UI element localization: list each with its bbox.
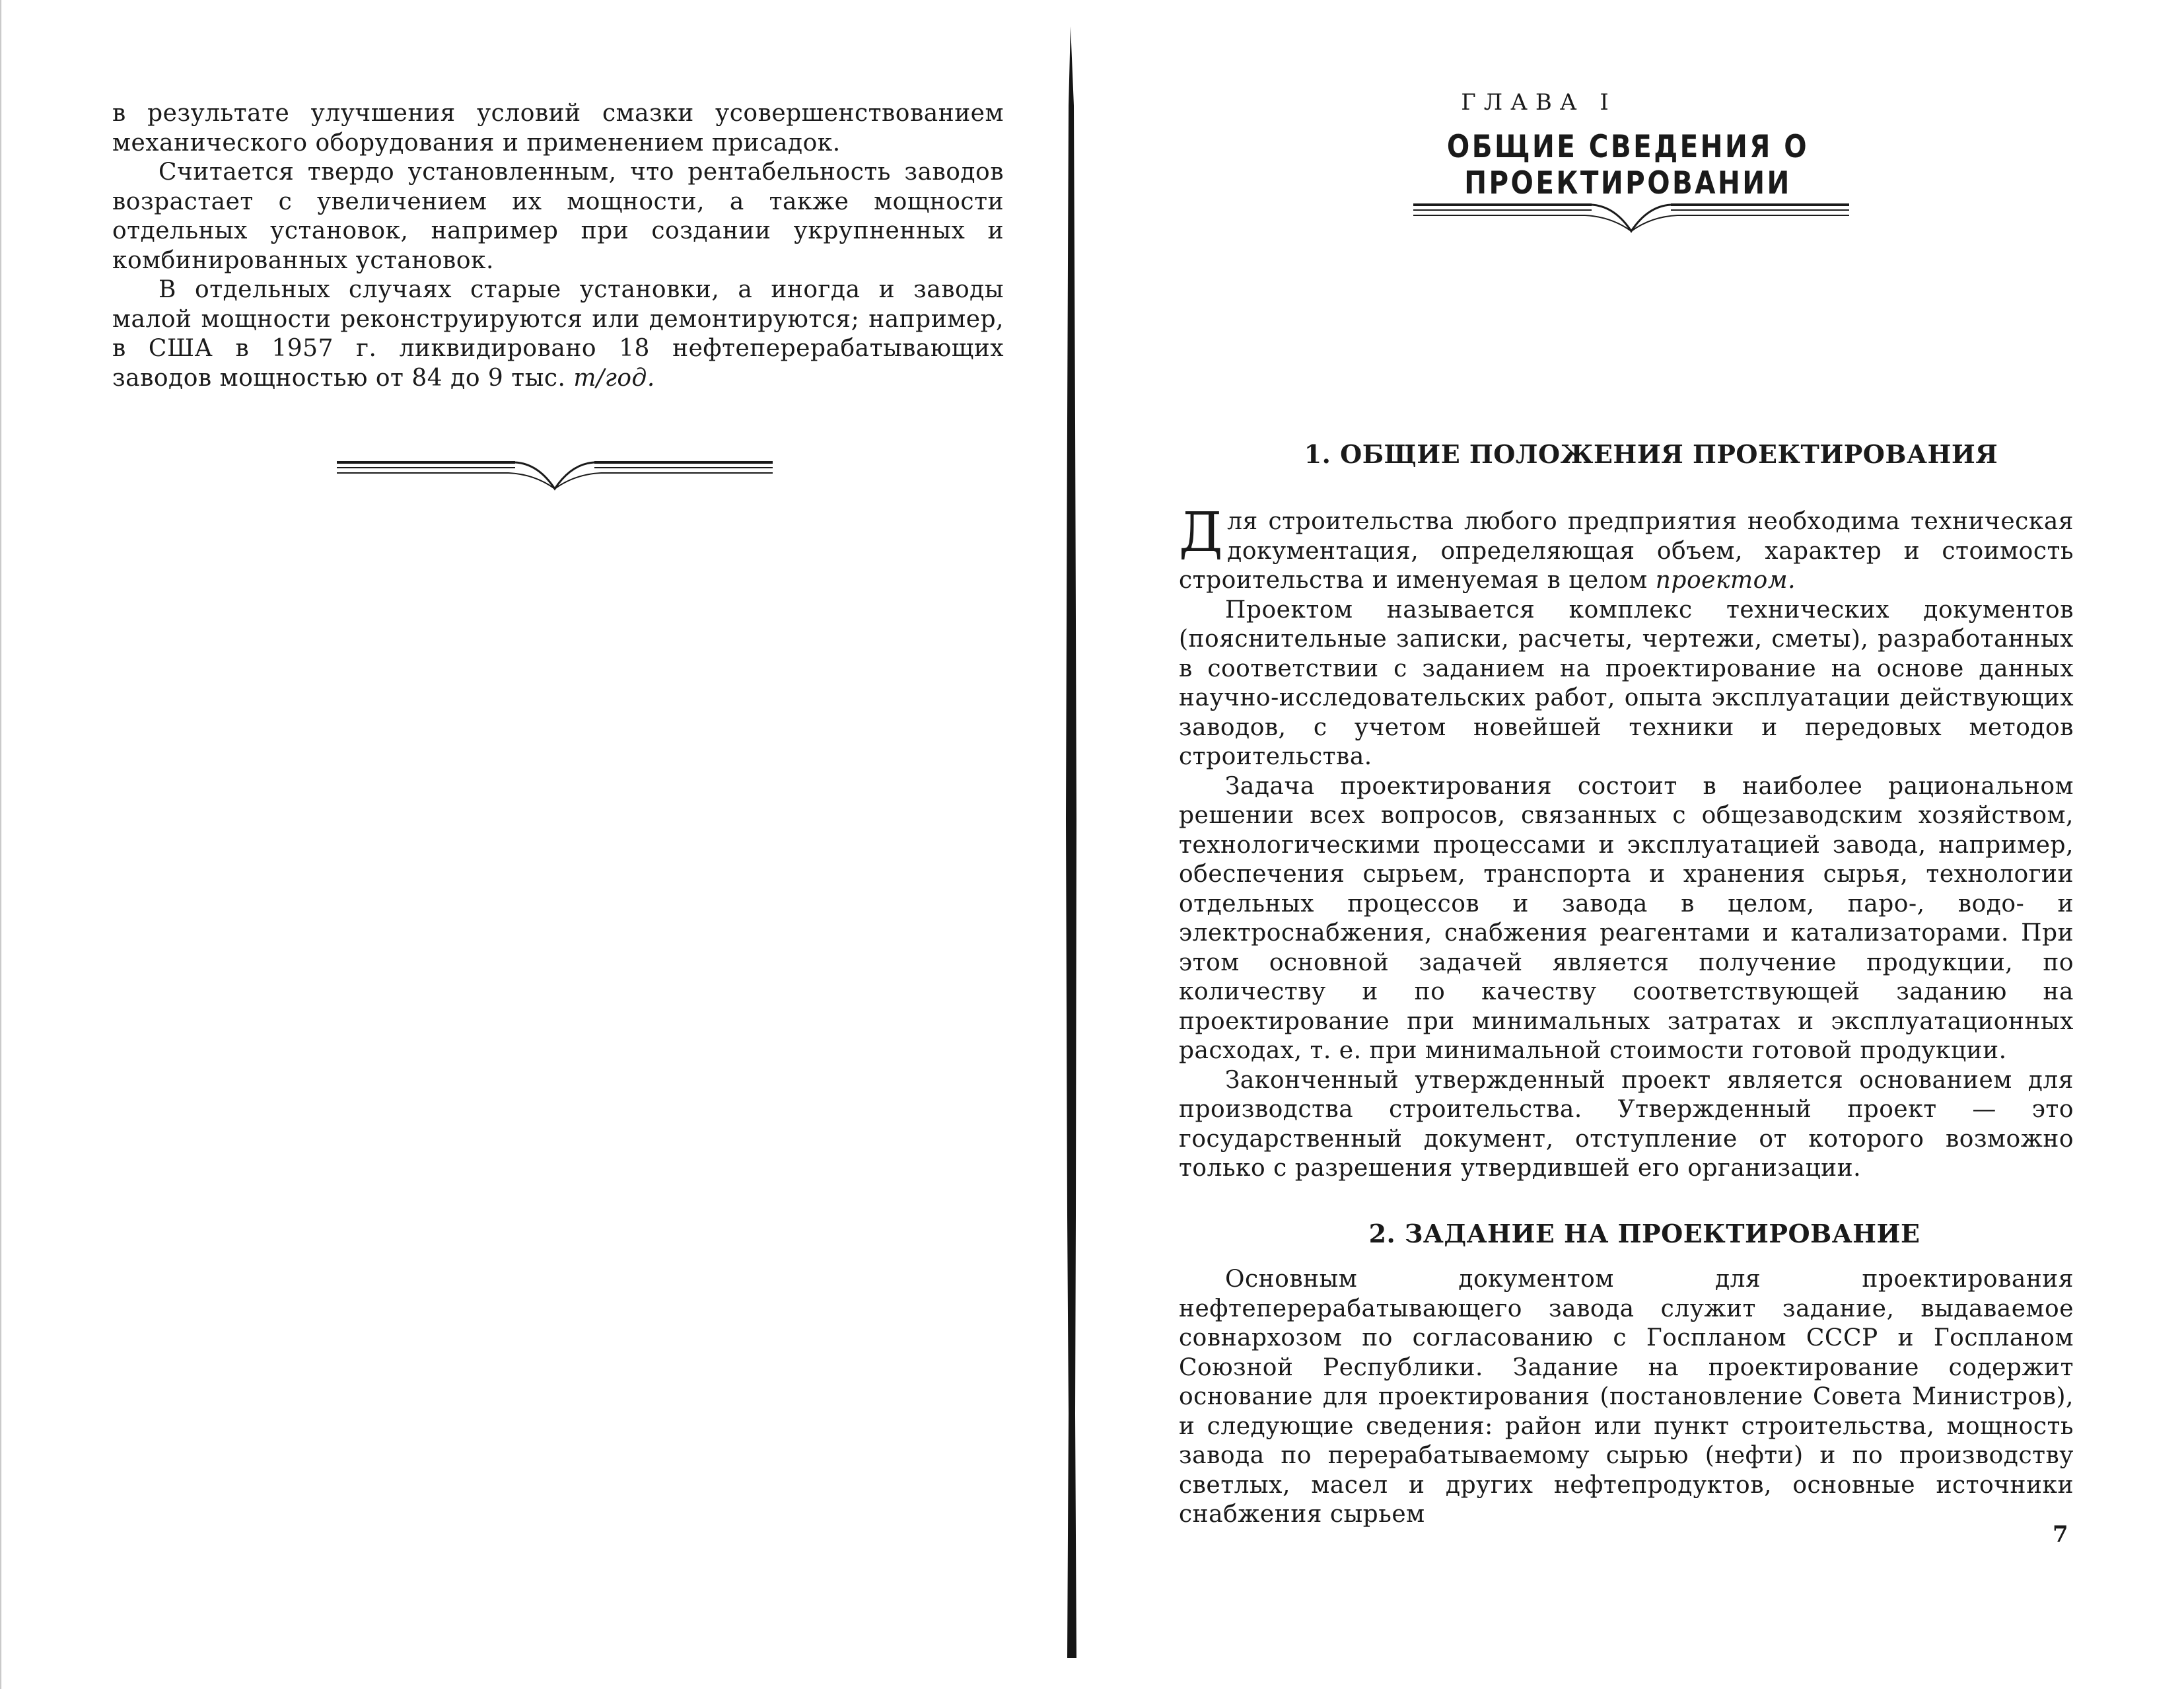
paragraph: в результате улучшения условий смазки усовершенствованием механического оборудования и применением присадок. [112, 100, 1004, 157]
section-heading: 2. ЗАДАНИЕ НА ПРОЕКТИРОВАНИЕ [1368, 1219, 1920, 1248]
paragraph [1179, 501, 2074, 596]
section-1-text [1179, 501, 2074, 1184]
paragraph: Проектом называется комплекс технических документов (пояснительные записки, расчеты, чертежи, сметы), разработанных в соответствии с заданием на проектирование на основе данных научно-исследовательских работ, опыта эксплуатации действующих заводов, с учетом новейшей техники и передовых методов строительства. [1179, 596, 2074, 770]
section-2-text [1179, 1265, 2074, 1530]
drop-cap: Д [1179, 501, 1224, 564]
unit-text: т/год. [573, 364, 655, 392]
paragraph-text: ля строительства любого предприятия необходима техническая документация, определяющая объем, характер и стоимость строительства и именуемая в целом [1179, 508, 2074, 594]
paragraph: Задача проектирования состоит в наиболее рациональном решении всех вопросов, связанных с общезаводским хозяйством, технологическими процессами и эксплуатацией завода, например, обеспечения сырьем, транспорта и хранения сырья, технологии отдельных процессов и завода в целом, паро-, водо- и электроснабжения, снабжения реагентами и катализаторами. При этом основной задачей является получение продукции, по количеству и по качеству соответствующей заданию на проектирование при минимальных затратах и эксплуатационных расходах, т. е. при минимальной стоимости готовой продукции. [1179, 772, 2074, 1064]
paragraph: Основным документом для проектирования нефтеперерабатывающего завода служит задание, выдаваемое совнархозом по согласованию с Госпланом СССР и Госпланом Союзной Республики. Задание на проектирование содержит основание для проектирования (постановление Совета Министров), и следующие сведения: район или пункт строительства, мощность завода по перерабатываемому сырью (нефти) и по производству светлых, масел и других нефтепродуктов, основные источники снабжения сырьем [1179, 1266, 2074, 1528]
chapter-end-ornament [337, 456, 773, 495]
section-heading: 1. ОБЩИЕ ПОЛОЖЕНИЯ ПРОЕКТИРОВАНИЯ [1304, 439, 1998, 469]
left-page [0, 0, 1063, 1689]
paragraph [112, 275, 1004, 393]
term-text: проектом. [1655, 567, 1796, 594]
page-number: 7 [2053, 1521, 2068, 1548]
chapter-title: ОБЩИЕ СВЕДЕНИЯ О ПРОЕКТИРОВАНИИ [1446, 129, 1810, 201]
chapter-title-ornament [1413, 198, 1849, 238]
book-gutter [1062, 26, 1079, 1658]
paragraph: Считается твердо установленным, что рентабельность заводов возрастает с увеличением их мощности, а также мощности отдельных установок, например при создании укрупненных и комбинированных установок. [112, 159, 1004, 274]
paragraph: Законченный утвержденный проект является основанием для производства строительства. Утвержденный проект — это государственный документ, отступление от которого возможно только с разрешения утвердившей его организации. [1179, 1066, 2074, 1182]
paragraph-text: В отдельных случаях старые установки, а иногда и заводы малой мощности реконструируются или демонтируются; например, в США в 1957 г. ликвидировано 18 нефтеперерабатывающих заводов мощностью от 84 до 9 тыс. [112, 276, 1004, 392]
left-page-text [112, 99, 1004, 393]
chapter-label: ГЛАВА I [1461, 89, 1617, 116]
